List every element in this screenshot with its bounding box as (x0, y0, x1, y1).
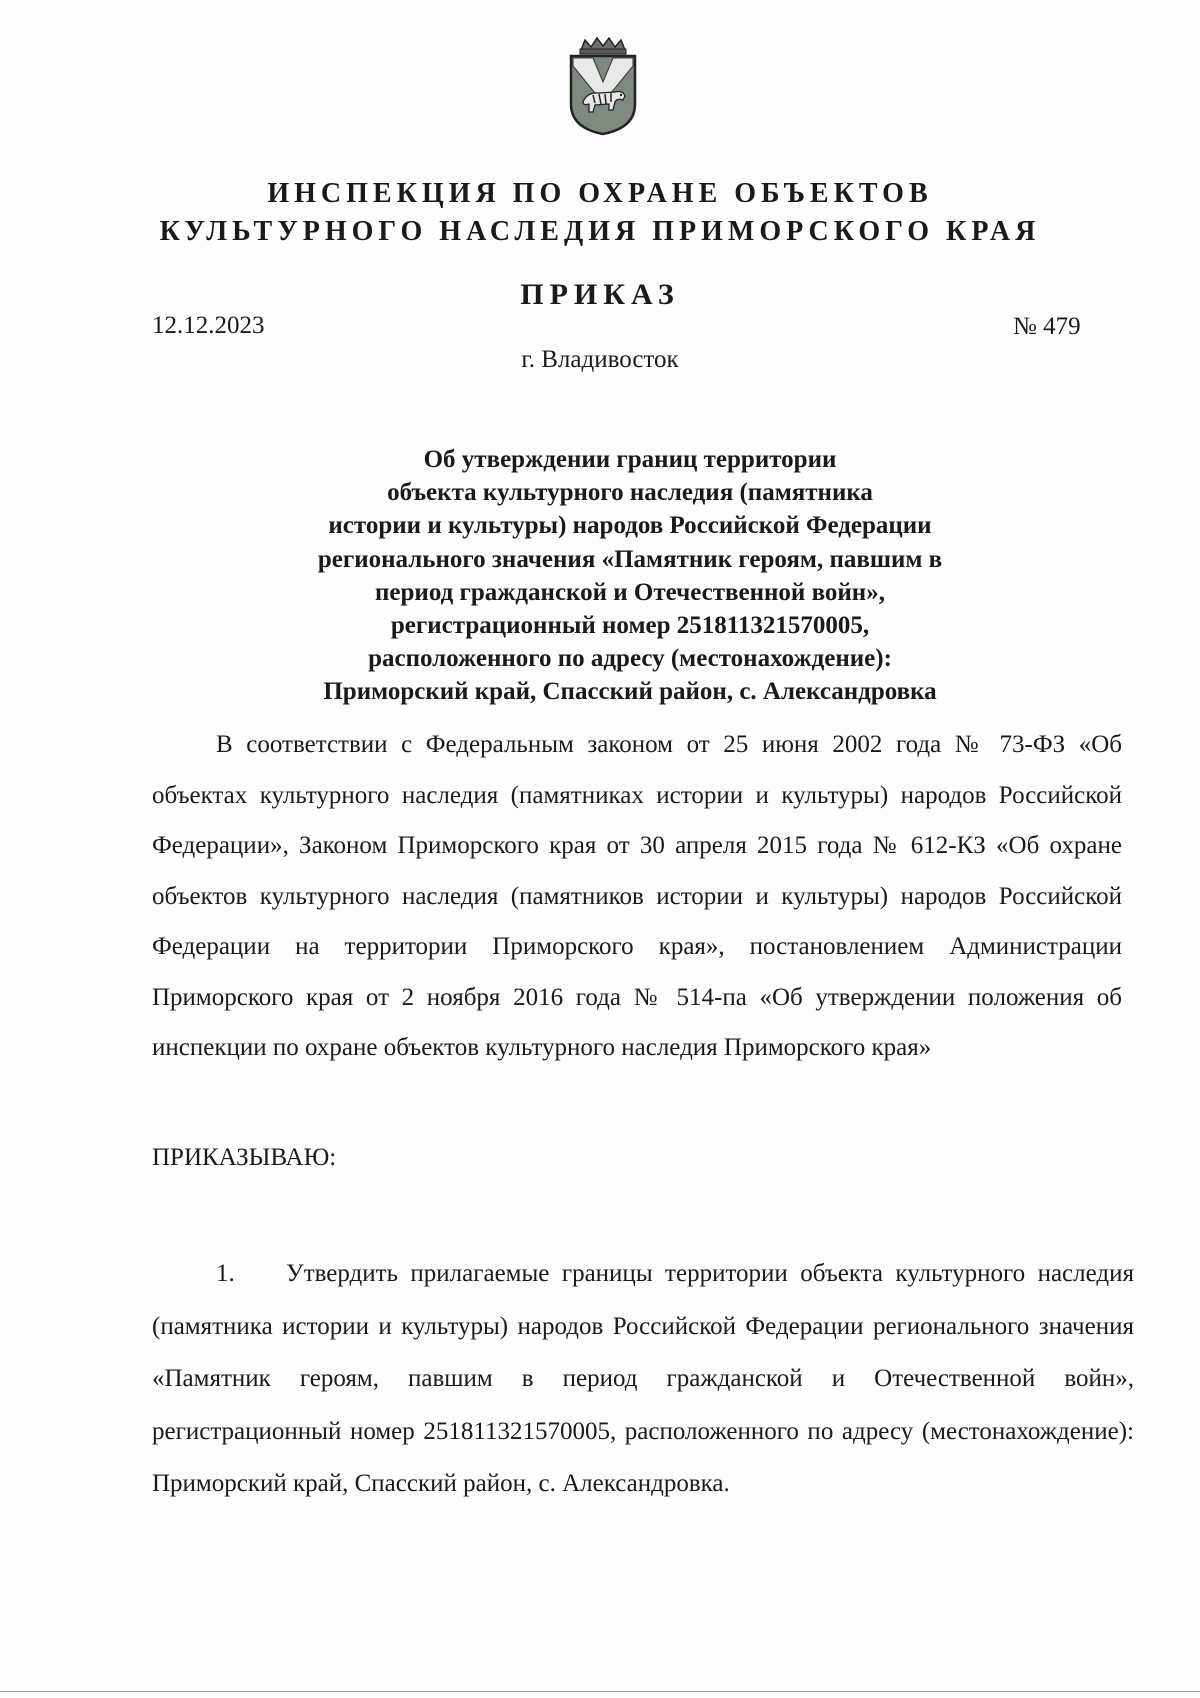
preamble-paragraph: В соответствии с Федеральным законом от 25 июня 2002 года № 73-ФЗ «Об объектах культурного наследия (памятниках истории и культуры) народов Российской Федерации», Законом Приморского края от 30 апреля 2015 года № 612-КЗ «Об охране объектов культурного наследия (памятников истории и культуры) народов Российской Федерации на территории Приморского края», постановлением Администрации Приморского края от 2 ноября 2016 года № 514-па «Об утверждении положения об инспекции по охране объектов культурного наследия Приморского края» (152, 731, 1122, 1061)
title-line: регионального значения «Памятник героям, павшим в (317, 545, 943, 573)
title-line: регистрационный номер 251811321570005, (390, 612, 870, 640)
title-line: объекта культурного наследия (памятника (387, 479, 873, 507)
coat-of-arms-icon (565, 36, 641, 136)
organization-name-line-1: ИНСПЕКЦИЯ ПО ОХРАНЕ ОБЪЕКТОВ (267, 178, 933, 209)
order-item-1 (152, 1248, 1134, 1511)
order-date: 12.12.2023 (152, 312, 265, 339)
page-bottom-edge (0, 1691, 1200, 1692)
document-type: ПРИКАЗ (520, 278, 680, 311)
order-number: № 479 (1013, 313, 1081, 340)
title-line: период гражданской и Отечественной войн», (375, 578, 885, 606)
order-directive: ПРИКАЗЫВАЮ: (152, 1144, 337, 1171)
title-line: Приморский край, Спасский район, с. Александровка (323, 678, 937, 706)
item-text: Утвердить прилагаемые границы территории объекта культурного наследия (памятника истории и культуры) народов Российской Федерации регионального значения «Памятник героям, павшим в период гражданской и Отечественной войн», регистрационный номер 251811321570005, расположенного по адресу (местонахождение): Приморский край, Спасский район, с. Александровка. (152, 1260, 1134, 1497)
order-city: г. Владивосток (521, 346, 679, 373)
item-number: 1. (216, 1260, 235, 1287)
order-title (260, 443, 1000, 709)
organization-name-line-2: КУЛЬТУРНОГО НАСЛЕДИЯ ПРИМОРСКОГО КРАЯ (159, 216, 1041, 247)
title-line: расположенного по адресу (местонахождение): (368, 645, 892, 673)
title-line: истории и культуры) народов Российской Федерации (328, 512, 932, 540)
title-line: Об утверждении границ территории (423, 446, 837, 473)
